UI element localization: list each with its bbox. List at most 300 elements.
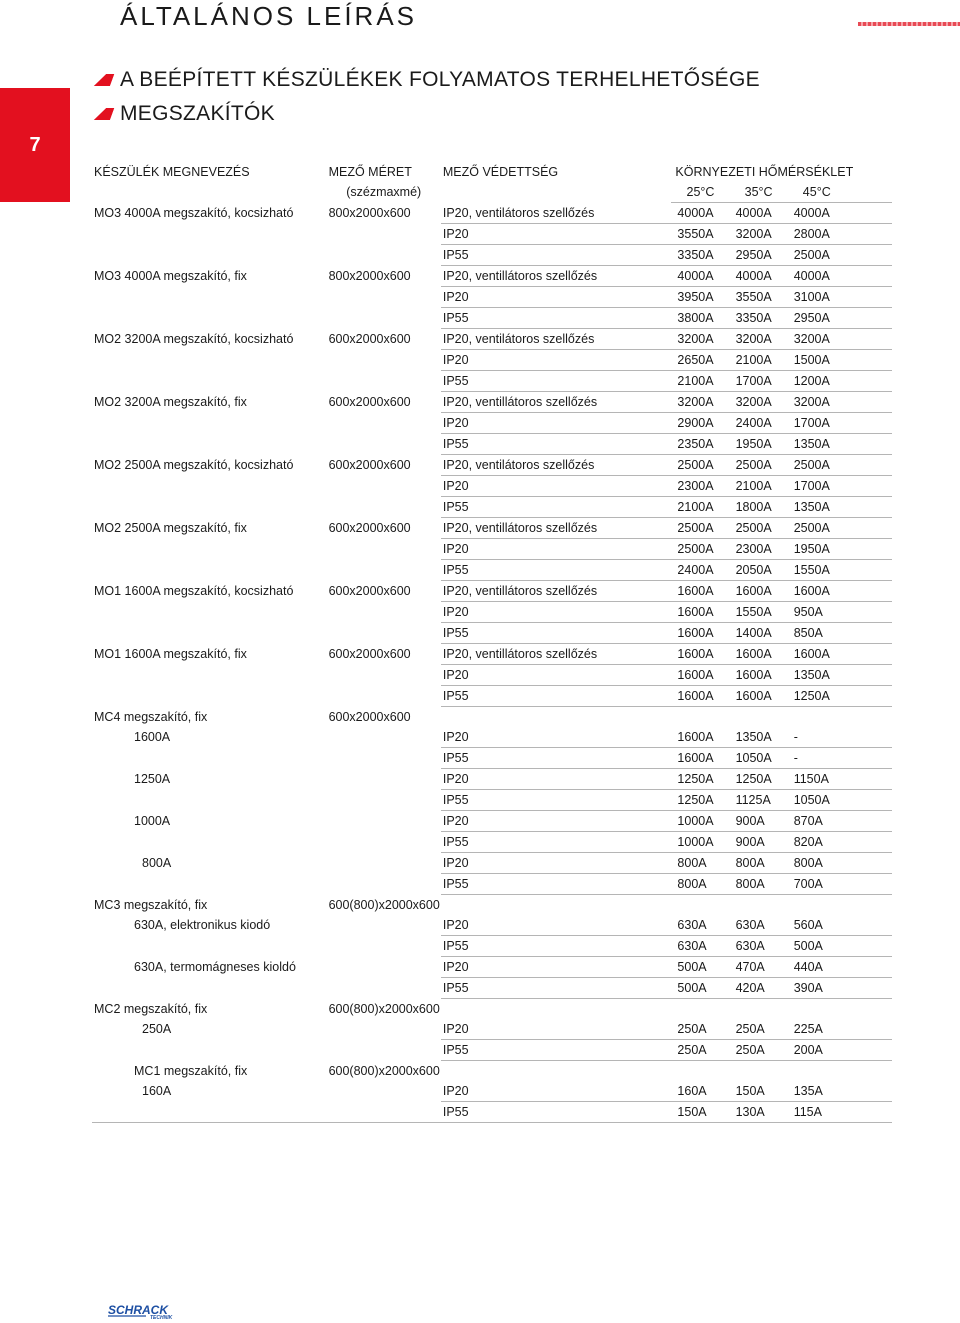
table-row bbox=[92, 644, 892, 665]
cell-device bbox=[92, 602, 327, 623]
cell-t45: 1150A bbox=[788, 769, 846, 790]
cell-t25: 2500A bbox=[671, 539, 729, 560]
cell-t45: 390A bbox=[788, 978, 846, 999]
cell-t35: 3200A bbox=[730, 224, 788, 245]
cell-device: 250A bbox=[142, 1022, 172, 1037]
cell-t35: 1800A bbox=[730, 497, 788, 518]
cell-size bbox=[327, 308, 441, 329]
cell-t25: 2500A bbox=[671, 518, 729, 539]
cell-size bbox=[327, 727, 441, 748]
cell-protection: IP55 bbox=[441, 1102, 672, 1123]
cell-protection: IP20 bbox=[441, 853, 672, 874]
table-row bbox=[92, 203, 892, 224]
cell-t35: 2400A bbox=[730, 413, 788, 434]
breaker-load-table bbox=[92, 162, 892, 1123]
cell-size: 600x2000x600 bbox=[328, 521, 411, 535]
cell-protection: IP55 bbox=[441, 308, 672, 329]
table-row bbox=[92, 476, 892, 497]
cell-t45: 1350A bbox=[788, 434, 846, 455]
cell-t45: 850A bbox=[788, 623, 846, 644]
cell-device: MO3 4000A megszakító, fix bbox=[94, 269, 247, 283]
cell-t35: 630A bbox=[730, 915, 788, 936]
cell-size: 600x2000x600 bbox=[328, 709, 411, 724]
cell-t45: 1350A bbox=[788, 497, 846, 518]
cell-protection: IP20 bbox=[441, 957, 672, 978]
cell-t25: 2350A bbox=[671, 434, 729, 455]
cell-t25: 1600A bbox=[671, 686, 729, 707]
cell-size bbox=[327, 434, 441, 455]
cell-t25: 1600A bbox=[671, 581, 729, 602]
cell-size bbox=[327, 623, 441, 644]
cell-device: MC3 megszakító, fix bbox=[94, 897, 208, 912]
cell-protection: IP20 bbox=[441, 413, 672, 434]
cell-size bbox=[327, 1081, 441, 1102]
table-row bbox=[92, 497, 892, 518]
cell-t35: 2100A bbox=[730, 350, 788, 371]
cell-t35: 130A bbox=[730, 1102, 788, 1123]
header-t45: 45°C bbox=[788, 182, 846, 203]
cell-t35 bbox=[730, 1061, 788, 1082]
cell-t45: - bbox=[788, 748, 846, 769]
cell-protection: IP55 bbox=[441, 434, 672, 455]
cell-device bbox=[92, 1102, 327, 1123]
cell-device bbox=[92, 434, 327, 455]
table-row bbox=[92, 518, 892, 539]
table-row bbox=[92, 413, 892, 434]
cell-protection: IP20 bbox=[441, 287, 672, 308]
cell-t45 bbox=[788, 999, 846, 1020]
cell-t25: 3200A bbox=[671, 392, 729, 413]
cell-t35: 2300A bbox=[730, 539, 788, 560]
cell-t35: 800A bbox=[730, 874, 788, 895]
cell-device: MO2 2500A megszakító, kocsizható bbox=[94, 458, 294, 472]
cell-size bbox=[327, 287, 441, 308]
cell-device: MO3 4000A megszakító, kocsizható bbox=[94, 206, 294, 220]
cell-protection: IP20, ventilátoros szellőzés bbox=[441, 329, 672, 350]
cell-device: MO1 1600A megszakító, fix bbox=[94, 647, 247, 661]
cell-protection: IP20, ventillátoros szellőzés bbox=[441, 518, 672, 539]
cell-t35: 1600A bbox=[730, 665, 788, 686]
cell-size bbox=[327, 748, 441, 769]
cell-t25: 2400A bbox=[671, 560, 729, 581]
cell-t25: 2300A bbox=[671, 476, 729, 497]
cell-protection: IP55 bbox=[441, 497, 672, 518]
cell-protection: IP55 bbox=[441, 790, 672, 811]
cell-device: 1250A bbox=[134, 772, 171, 786]
cell-size: 600(800)x2000x600 bbox=[328, 897, 440, 912]
cell-size bbox=[327, 224, 441, 245]
cell-device: 630A, elektronikus kiodó bbox=[134, 918, 271, 933]
cell-size bbox=[327, 811, 441, 832]
table-row bbox=[92, 936, 892, 957]
cell-t25: 2650A bbox=[671, 350, 729, 371]
cell-t45: 440A bbox=[788, 957, 846, 978]
cell-t45: 1950A bbox=[788, 539, 846, 560]
cell-t25: 1600A bbox=[671, 644, 729, 665]
cell-t45: 225A bbox=[788, 1019, 846, 1040]
cell-t35: 1550A bbox=[730, 602, 788, 623]
cell-t35: 900A bbox=[730, 832, 788, 853]
cell-t45: 1250A bbox=[788, 686, 846, 707]
cell-size: 600(800)x2000x600 bbox=[328, 1001, 440, 1016]
cell-size bbox=[327, 853, 441, 874]
cell-t35: 3200A bbox=[730, 329, 788, 350]
cell-t35 bbox=[730, 895, 788, 916]
cell-t45: 2500A bbox=[788, 455, 846, 476]
cell-device bbox=[92, 287, 327, 308]
cell-protection: IP20, ventillátoros szellőzés bbox=[441, 581, 672, 602]
header-size: MEZŐ MÉRET bbox=[328, 165, 412, 179]
cell-t35: 900A bbox=[730, 811, 788, 832]
cell-size bbox=[327, 874, 441, 895]
header-protection: MEZŐ VÉDETTSÉG bbox=[442, 165, 559, 179]
cell-t45: 2950A bbox=[788, 308, 846, 329]
cell-t25: 1600A bbox=[671, 602, 729, 623]
cell-t35 bbox=[730, 707, 788, 728]
cell-protection: IP20, ventilátoros szellőzés bbox=[441, 203, 672, 224]
cell-device: 160A bbox=[142, 1084, 172, 1099]
table-header-row bbox=[92, 162, 892, 182]
cell-protection: IP20 bbox=[441, 769, 672, 790]
cell-device bbox=[92, 476, 327, 497]
cell-t45 bbox=[788, 707, 846, 728]
table-row bbox=[92, 999, 892, 1020]
cell-t35: 2950A bbox=[730, 245, 788, 266]
cell-size bbox=[327, 790, 441, 811]
cell-size bbox=[327, 686, 441, 707]
table-row bbox=[92, 350, 892, 371]
cell-t35: 2050A bbox=[730, 560, 788, 581]
cell-protection: IP55 bbox=[441, 832, 672, 853]
header-divider bbox=[858, 22, 960, 26]
cell-t35: 1600A bbox=[730, 686, 788, 707]
table-row bbox=[92, 811, 892, 832]
header-temperature: KÖRNYEZETI HŐMÉRSÉKLET bbox=[675, 165, 854, 179]
cell-device: 630A, termomágneses kioldó bbox=[134, 960, 296, 974]
table-row bbox=[92, 853, 892, 874]
cell-t45: 115A bbox=[788, 1102, 846, 1123]
cell-t25: 250A bbox=[671, 1040, 729, 1061]
cell-device: MO2 3200A megszakító, kocsizható bbox=[94, 332, 294, 346]
cell-device bbox=[92, 539, 327, 560]
header-t35: 35°C bbox=[730, 182, 788, 203]
cell-t25: 630A bbox=[671, 915, 729, 936]
cell-t25: 3950A bbox=[671, 287, 729, 308]
cell-size bbox=[327, 245, 441, 266]
cell-size bbox=[327, 476, 441, 497]
cell-protection: IP55 bbox=[441, 560, 672, 581]
table-row bbox=[92, 1102, 892, 1123]
table-row bbox=[92, 224, 892, 245]
cell-t45: 2500A bbox=[788, 518, 846, 539]
cell-protection: IP55 bbox=[441, 371, 672, 392]
cell-t45: 870A bbox=[788, 811, 846, 832]
cell-size bbox=[327, 1019, 441, 1040]
table-row bbox=[92, 539, 892, 560]
cell-t35: 1350A bbox=[730, 727, 788, 748]
cell-t45: 3200A bbox=[788, 329, 846, 350]
cell-t45 bbox=[788, 1061, 846, 1082]
cell-t35: 1050A bbox=[730, 748, 788, 769]
cell-size: 600x2000x600 bbox=[328, 584, 411, 598]
cell-t35: 250A bbox=[730, 1019, 788, 1040]
cell-t45: 1600A bbox=[788, 644, 846, 665]
schrack-logo bbox=[106, 1302, 186, 1320]
table-row bbox=[92, 371, 892, 392]
table-row bbox=[92, 581, 892, 602]
cell-device: 800A bbox=[142, 856, 172, 870]
cell-t45: 3200A bbox=[788, 392, 846, 413]
cell-device: MO2 3200A megszakító, fix bbox=[94, 395, 247, 409]
cell-t25: 800A bbox=[671, 853, 729, 874]
table-row bbox=[92, 895, 892, 916]
cell-size: 800x2000x600 bbox=[328, 269, 411, 283]
cell-device bbox=[92, 686, 327, 707]
cell-size bbox=[327, 413, 441, 434]
cell-protection: IP20 bbox=[441, 915, 672, 936]
cell-t25 bbox=[671, 999, 729, 1020]
cell-t45: 4000A bbox=[788, 203, 846, 224]
cell-device bbox=[92, 371, 327, 392]
cell-size bbox=[327, 769, 441, 790]
section-heading-label: MEGSZAKÍTÓK bbox=[120, 102, 275, 125]
cell-device: MO2 2500A megszakító, fix bbox=[94, 521, 247, 535]
cell-t25: 1000A bbox=[671, 832, 729, 853]
cell-device: MC1 megszakító, fix bbox=[134, 1063, 248, 1078]
cell-size: 800x2000x600 bbox=[328, 206, 411, 220]
cell-t35: 1600A bbox=[730, 581, 788, 602]
cell-t35: 1400A bbox=[730, 623, 788, 644]
cell-t45: 3100A bbox=[788, 287, 846, 308]
cell-protection: IP20, ventillátoros szellőzés bbox=[441, 392, 672, 413]
cell-t25 bbox=[671, 1061, 729, 1082]
cell-t35: 630A bbox=[730, 936, 788, 957]
cell-protection: IP20 bbox=[441, 811, 672, 832]
cell-t35: 470A bbox=[730, 957, 788, 978]
cell-protection: IP55 bbox=[441, 686, 672, 707]
cell-t45: 1350A bbox=[788, 665, 846, 686]
table-row bbox=[92, 392, 892, 413]
table-subheader-row bbox=[92, 182, 892, 203]
cell-device bbox=[92, 560, 327, 581]
cell-protection: IP55 bbox=[441, 748, 672, 769]
cell-device: MO1 1600A megszakító, kocsizható bbox=[94, 584, 294, 598]
cell-t45: 1500A bbox=[788, 350, 846, 371]
table-row bbox=[92, 1040, 892, 1061]
cell-protection: IP20 bbox=[441, 665, 672, 686]
cell-t25: 1250A bbox=[671, 769, 729, 790]
cell-device bbox=[92, 413, 327, 434]
cell-protection: IP55 bbox=[441, 874, 672, 895]
table-row bbox=[92, 560, 892, 581]
cell-t45: 1200A bbox=[788, 371, 846, 392]
cell-protection: IP20, ventilátoros szellőzés bbox=[441, 455, 672, 476]
cell-size: 600x2000x600 bbox=[328, 332, 411, 346]
cell-size bbox=[327, 915, 441, 936]
cell-t35: 1125A bbox=[730, 790, 788, 811]
table-row bbox=[92, 1081, 892, 1102]
cell-t45: 800A bbox=[788, 853, 846, 874]
cell-t45: 820A bbox=[788, 832, 846, 853]
cell-t25: 500A bbox=[671, 957, 729, 978]
cell-t25: 150A bbox=[671, 1102, 729, 1123]
chapter-tab: 7 bbox=[0, 88, 70, 202]
table-row bbox=[92, 1061, 892, 1082]
cell-device: 1000A bbox=[134, 814, 171, 828]
cell-protection: IP55 bbox=[441, 936, 672, 957]
cell-protection: IP20 bbox=[441, 1019, 672, 1040]
table-row bbox=[92, 329, 892, 350]
cell-t35: 4000A bbox=[730, 203, 788, 224]
cell-t35 bbox=[730, 999, 788, 1020]
table-row bbox=[92, 727, 892, 748]
cell-protection: IP20 bbox=[441, 602, 672, 623]
cell-t35: 2500A bbox=[730, 455, 788, 476]
cell-protection: IP20, ventillátoros szellőzés bbox=[441, 644, 672, 665]
cell-t35: 150A bbox=[730, 1081, 788, 1102]
svg-text:TECHNIK: TECHNIK bbox=[150, 1315, 173, 1320]
table-row bbox=[92, 915, 892, 936]
cell-t45: 1600A bbox=[788, 581, 846, 602]
cell-t45: 500A bbox=[788, 936, 846, 957]
cell-t25: 250A bbox=[671, 1019, 729, 1040]
cell-protection: IP20, ventillátoros szellőzés bbox=[441, 266, 672, 287]
cell-t35: 420A bbox=[730, 978, 788, 999]
section-heading-label: A BEÉPÍTETT KÉSZÜLÉKEK FOLYAMATOS TERHELHETŐSÉGE bbox=[120, 68, 760, 91]
cell-t35: 1700A bbox=[730, 371, 788, 392]
table-row bbox=[92, 832, 892, 853]
svg-text:SCHRACK: SCHRACK bbox=[108, 1303, 168, 1317]
cell-t25: 630A bbox=[671, 936, 729, 957]
header-t25: 25°C bbox=[671, 182, 729, 203]
cell-protection bbox=[441, 895, 672, 916]
cell-t25: 1600A bbox=[671, 727, 729, 748]
cell-device bbox=[92, 874, 327, 895]
table-row bbox=[92, 957, 892, 978]
cell-protection: IP55 bbox=[441, 245, 672, 266]
cell-device bbox=[92, 497, 327, 518]
cell-t25: 4000A bbox=[671, 203, 729, 224]
cell-t35: 4000A bbox=[730, 266, 788, 287]
table-row bbox=[92, 686, 892, 707]
cell-t45: - bbox=[788, 727, 846, 748]
bullet-marker-icon bbox=[94, 108, 114, 120]
cell-device bbox=[92, 936, 327, 957]
cell-t25: 1600A bbox=[671, 748, 729, 769]
cell-t25: 800A bbox=[671, 874, 729, 895]
cell-t25: 3800A bbox=[671, 308, 729, 329]
cell-protection bbox=[441, 1061, 672, 1082]
cell-protection: IP55 bbox=[441, 1040, 672, 1061]
cell-device bbox=[92, 623, 327, 644]
cell-t45: 200A bbox=[788, 1040, 846, 1061]
cell-t25: 1250A bbox=[671, 790, 729, 811]
cell-size bbox=[327, 978, 441, 999]
cell-t35: 1600A bbox=[730, 644, 788, 665]
cell-size bbox=[327, 560, 441, 581]
cell-size bbox=[327, 371, 441, 392]
table-row bbox=[92, 874, 892, 895]
table-row bbox=[92, 665, 892, 686]
cell-size: 600(800)x2000x600 bbox=[328, 1063, 440, 1078]
cell-size: 600x2000x600 bbox=[328, 647, 411, 661]
cell-size bbox=[327, 936, 441, 957]
cell-size bbox=[327, 957, 441, 978]
cell-size: 600x2000x600 bbox=[328, 458, 411, 472]
cell-size: 600x2000x600 bbox=[328, 395, 411, 409]
cell-t25: 1600A bbox=[671, 623, 729, 644]
cell-protection: IP20 bbox=[441, 1081, 672, 1102]
cell-t25 bbox=[671, 707, 729, 728]
cell-t35: 3200A bbox=[730, 392, 788, 413]
cell-protection: IP20 bbox=[441, 727, 672, 748]
cell-t25: 500A bbox=[671, 978, 729, 999]
cell-t45: 4000A bbox=[788, 266, 846, 287]
table-row bbox=[92, 602, 892, 623]
cell-size bbox=[327, 665, 441, 686]
cell-size bbox=[327, 832, 441, 853]
table-row bbox=[92, 455, 892, 476]
cell-t45: 135A bbox=[788, 1081, 846, 1102]
table-row bbox=[92, 245, 892, 266]
cell-t35: 250A bbox=[730, 1040, 788, 1061]
cell-size bbox=[327, 497, 441, 518]
section-heading-load bbox=[96, 68, 760, 92]
cell-protection bbox=[441, 707, 672, 728]
cell-t35: 800A bbox=[730, 853, 788, 874]
cell-protection bbox=[441, 999, 672, 1020]
cell-device bbox=[92, 350, 327, 371]
header-device: KÉSZÜLÉK MEGNEVEZÉS bbox=[94, 165, 250, 179]
cell-t45: 950A bbox=[788, 602, 846, 623]
table-row bbox=[92, 769, 892, 790]
bullet-marker-icon bbox=[94, 74, 114, 86]
cell-device bbox=[92, 224, 327, 245]
table-row bbox=[92, 1019, 892, 1040]
cell-size bbox=[327, 602, 441, 623]
cell-t25: 2500A bbox=[671, 455, 729, 476]
table-row bbox=[92, 978, 892, 999]
cell-t25: 1000A bbox=[671, 811, 729, 832]
cell-t25: 1600A bbox=[671, 665, 729, 686]
cell-t45: 1550A bbox=[788, 560, 846, 581]
cell-t25: 3200A bbox=[671, 329, 729, 350]
cell-size bbox=[327, 1040, 441, 1061]
cell-device bbox=[92, 245, 327, 266]
table-row bbox=[92, 790, 892, 811]
page-title: ÁLTALÁNOS LEÍRÁS bbox=[120, 1, 418, 31]
cell-size bbox=[327, 539, 441, 560]
cell-t45 bbox=[788, 895, 846, 916]
cell-t45: 700A bbox=[788, 874, 846, 895]
cell-t25: 4000A bbox=[671, 266, 729, 287]
cell-t25: 3350A bbox=[671, 245, 729, 266]
section-heading-breakers bbox=[96, 102, 275, 126]
cell-device bbox=[92, 665, 327, 686]
cell-t45: 1700A bbox=[788, 413, 846, 434]
cell-device: 1600A bbox=[134, 730, 171, 745]
cell-t35: 2500A bbox=[730, 518, 788, 539]
cell-size bbox=[327, 350, 441, 371]
cell-t35: 1250A bbox=[730, 769, 788, 790]
cell-protection: IP20 bbox=[441, 539, 672, 560]
table-row bbox=[92, 308, 892, 329]
cell-device bbox=[92, 790, 327, 811]
table-row bbox=[92, 266, 892, 287]
cell-t45: 560A bbox=[788, 915, 846, 936]
cell-t25 bbox=[671, 895, 729, 916]
cell-device bbox=[92, 978, 327, 999]
